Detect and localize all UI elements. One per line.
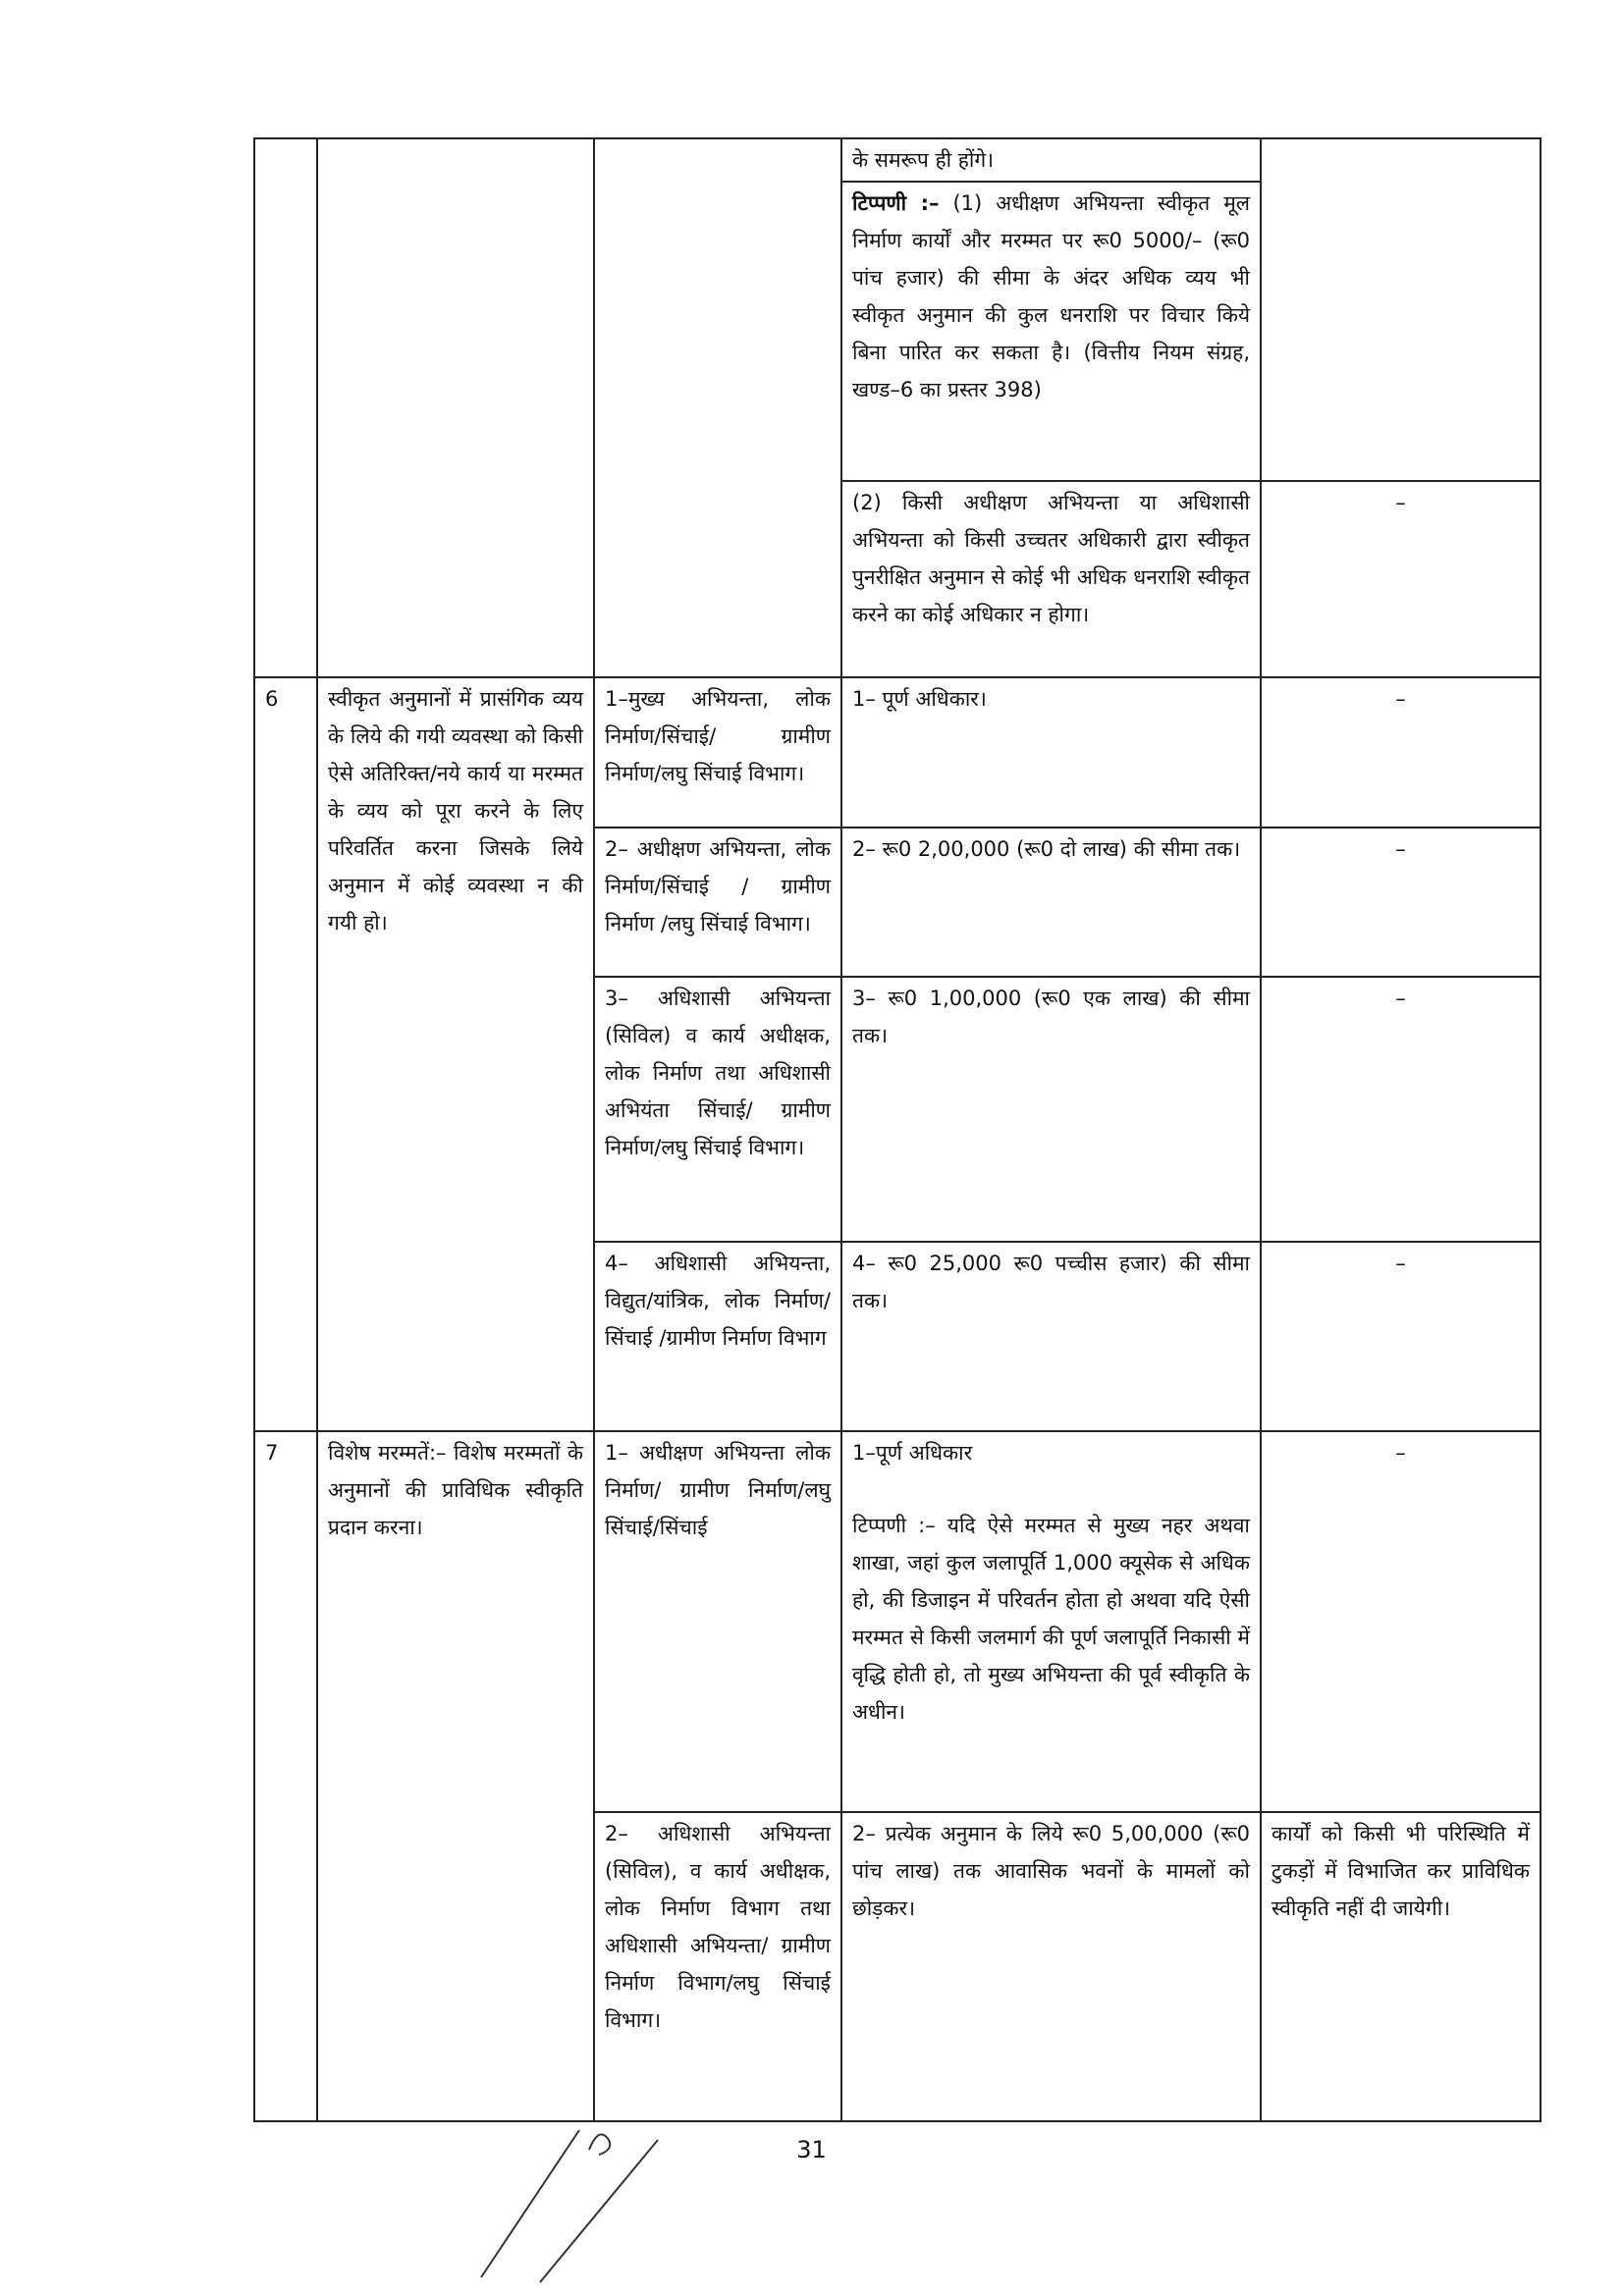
remark-text: – [1395,987,1406,1010]
limit-text: 1–पूर्ण अधिकार [852,1441,973,1465]
authority-text: 2– अधिशासी अभियन्ता (सिविल), व कार्य अधीक्षक, लोक निर्माण विभाग तथा अधिशासी अभियन्ता/ ग्रामीण निर्माण विभाग/लघु सिंचाई विभाग। [605,1822,831,2032]
remark-text: – [1395,491,1406,514]
limit-cell [841,1242,1261,1431]
remark-cell [1261,138,1541,481]
serial-cell [254,677,317,1431]
limit-text: 2– रू0 2,00,000 (रू0 दो लाख) की सीमा तक। [852,837,1241,861]
authority-text: 1– अधीक्षण अभियन्ता लोक निर्माण/ ग्रामीण निर्माण/लघु सिंचाई/सिंचाई [605,1441,831,1539]
remark-cell [1261,1242,1541,1431]
limit-cell [841,481,1261,677]
table-row [254,677,1541,828]
remark-text: – [1395,687,1406,711]
remark-text: – [1395,837,1406,861]
serial-number: 7 [265,1441,279,1465]
authority-cell [594,677,841,828]
limit-cell [841,138,1261,182]
limit-cell [841,1431,1261,1812]
remark-cell [1261,481,1541,677]
remark-cell [1261,828,1541,977]
authority-cell [594,1431,841,1812]
subject-cell [317,138,594,677]
signature-mark [471,2110,687,2287]
serial-cell [254,1431,317,2121]
limit-cell [841,1812,1261,2121]
authority-text: 3– अधिशासी अभियन्ता (सिविल) व कार्य अधीक्षक, लोक निर्माण तथा अधिशासी अभियंता सिंचाई/ ग्रामीण निर्माण/लघु सिंचाई विभाग। [605,987,831,1159]
remark-cell [1261,1431,1541,1812]
limit-text: 1– पूर्ण अधिकार। [852,687,987,711]
limit-text: के समरूप ही होंगे। [852,148,995,172]
remark-text: कार्यों को किसी भी परिस्थिति में टुकड़ों में विभाजित कर प्राविधिक स्वीकृति नहीं दी जायेगी। [1271,1822,1530,1920]
authority-cell [594,1242,841,1431]
limit-text: 2– प्रत्येक अनुमान के लिये रू0 5,00,000 (रू0 पांच लाख) तक आवासिक भवनों के मामलों को छोड़कर। [852,1822,1250,1920]
serial-cell [254,138,317,677]
authority-text: 4– अधिशासी अभियन्ता, विद्युत/यांत्रिक, लोक निर्माण/सिंचाई /ग्रामीण निर्माण विभाग [605,1252,831,1350]
authority-text: 1–मुख्य अभियन्ता, लोक निर्माण/सिंचाई/ ग्रामीण निर्माण/लघु सिंचाई विभाग। [605,687,831,785]
remark-cell [1261,977,1541,1242]
table-row [254,1431,1541,1812]
limit-text: 3– रू0 1,00,000 (रू0 एक लाख) की सीमा तक। [852,987,1250,1047]
authority-cell [594,828,841,977]
authority-cell [594,138,841,677]
note-label: टिप्पणी :– [852,191,940,215]
authority-cell [594,1812,841,2121]
subject-text: विशेष मरम्मतें:– विशेष मरम्मतों के अनुमानों की प्राविधिक स्वीकृति प्रदान करना। [328,1441,583,1539]
note-text: (2) किसी अधीक्षण अभियन्ता या अधिशासी अभियन्ता को किसी उच्चतर अधिकारी द्वारा स्वीकृत पुनरीक्षित अनुमान से कोई भी अधिक धनराशि स्वीकृत करने का कोई अधिकार न होगा। [852,491,1250,626]
remark-cell [1261,677,1541,828]
remark-text: – [1395,1252,1406,1275]
serial-number: 6 [265,687,279,711]
subject-text: स्वीकृत अनुमानों में प्रासंगिक व्यय के लिये की गयी व्यवस्था को किसी ऐसे अतिरिक्त/नये कार्य या मरम्मत के व्यय को पूरा करने के लिए परिवर्तित करना जिसके लिये अनुमान में कोई व्यवस्था न की गयी हो। [328,687,583,934]
subject-cell [317,1431,594,2121]
authority-cell [594,977,841,1242]
subject-cell [317,677,594,1431]
powers-table [253,137,1542,2122]
table-row [254,138,1541,182]
limit-cell [841,677,1261,828]
limit-cell [841,182,1261,481]
authority-text: 2– अधीक्षण अभियन्ता, लोक निर्माण/सिंचाई / ग्रामीण निर्माण /लघु सिंचाई विभाग। [605,837,831,935]
page-number: 31 [796,2136,827,2163]
limit-text: 4– रू0 25,000 रू0 पच्चीस हजार) की सीमा तक। [852,1252,1250,1312]
note-text: टिप्पणी :– यदि ऐसे मरम्मत से मुख्य नहर अथवा शाखा, जहां कुल जलापूर्ति 1,000 क्यूसेक से अधिक हो, की डिजाइन में परिवर्तन होता हो अथवा यदि ऐसी मरम्मत से किसी जलमार्ग की पूर्ण जलापूर्ति निकासी में वृद्धि होती हो, तो मुख्य अभियन्ता की पूर्व स्वीकृति के अधीन। [852,1514,1250,1724]
limit-cell [841,828,1261,977]
remark-text: – [1395,1441,1406,1465]
remark-cell [1261,1812,1541,2121]
note-text: (1) अधीक्षण अभियन्ता स्वीकृत मूल निर्माण कार्यों और मरम्मत पर रू0 5000/– (रू0 पांच हजार) की सीमा के अंदर अधिक व्यय भी स्वीकृत अनुमान की कुल धनराशि पर विचार किये बिना पारित कर सकता है। (वित्तीय नियम संग्रह, खण्ड–6 का प्रस्तर 398) [852,191,1250,401]
limit-cell [841,977,1261,1242]
